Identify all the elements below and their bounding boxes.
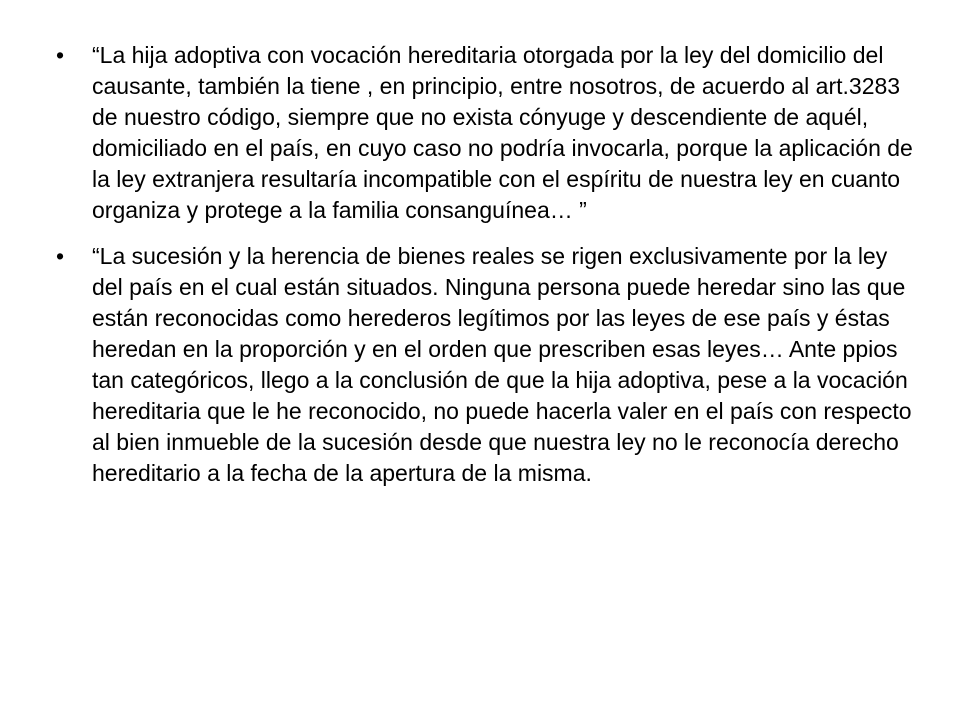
bullet-dot-icon: • (56, 42, 65, 68)
bullet-list (56, 40, 916, 489)
bullet-text: “La sucesión y la herencia de bienes reales se rigen exclusivamente por la ley del país en el cual están situados. Ninguna persona puede heredar sino las que están reconocidas como herederos legítimos por las leyes de ese país y éstas heredan en la proporción y en el orden que prescriben esas leyes… Ante ppios tan categóricos, llego a la conclusión de que la hija adoptiva, pese a la vocación hereditaria que le he reconocido, no puede hacerla valer en el país con respecto al bien inmueble de la sucesión desde que nuestra ley no le reconocía derecho hereditario a la fecha de la apertura de la misma. (92, 243, 912, 486)
bullet-text: “La hija adoptiva con vocación hereditaria otorgada por la ley del domicilio del causante, también la tiene , en principio, entre nosotros, de acuerdo al art.3283 de nuestro código, siempre que no exista cónyuge y descendiente de aquél, domiciliado en el país, en cuyo caso no podría invocarla, porque la aplicación de la ley extranjera resultaría incompatible con el espíritu de nuestra ley en cuanto organiza y protege a la familia consanguínea… ” (92, 42, 913, 223)
bullet-item-succession (56, 241, 916, 489)
bullet-dot-icon: • (56, 243, 65, 269)
bullet-item-adoptive-daughter (56, 40, 916, 226)
